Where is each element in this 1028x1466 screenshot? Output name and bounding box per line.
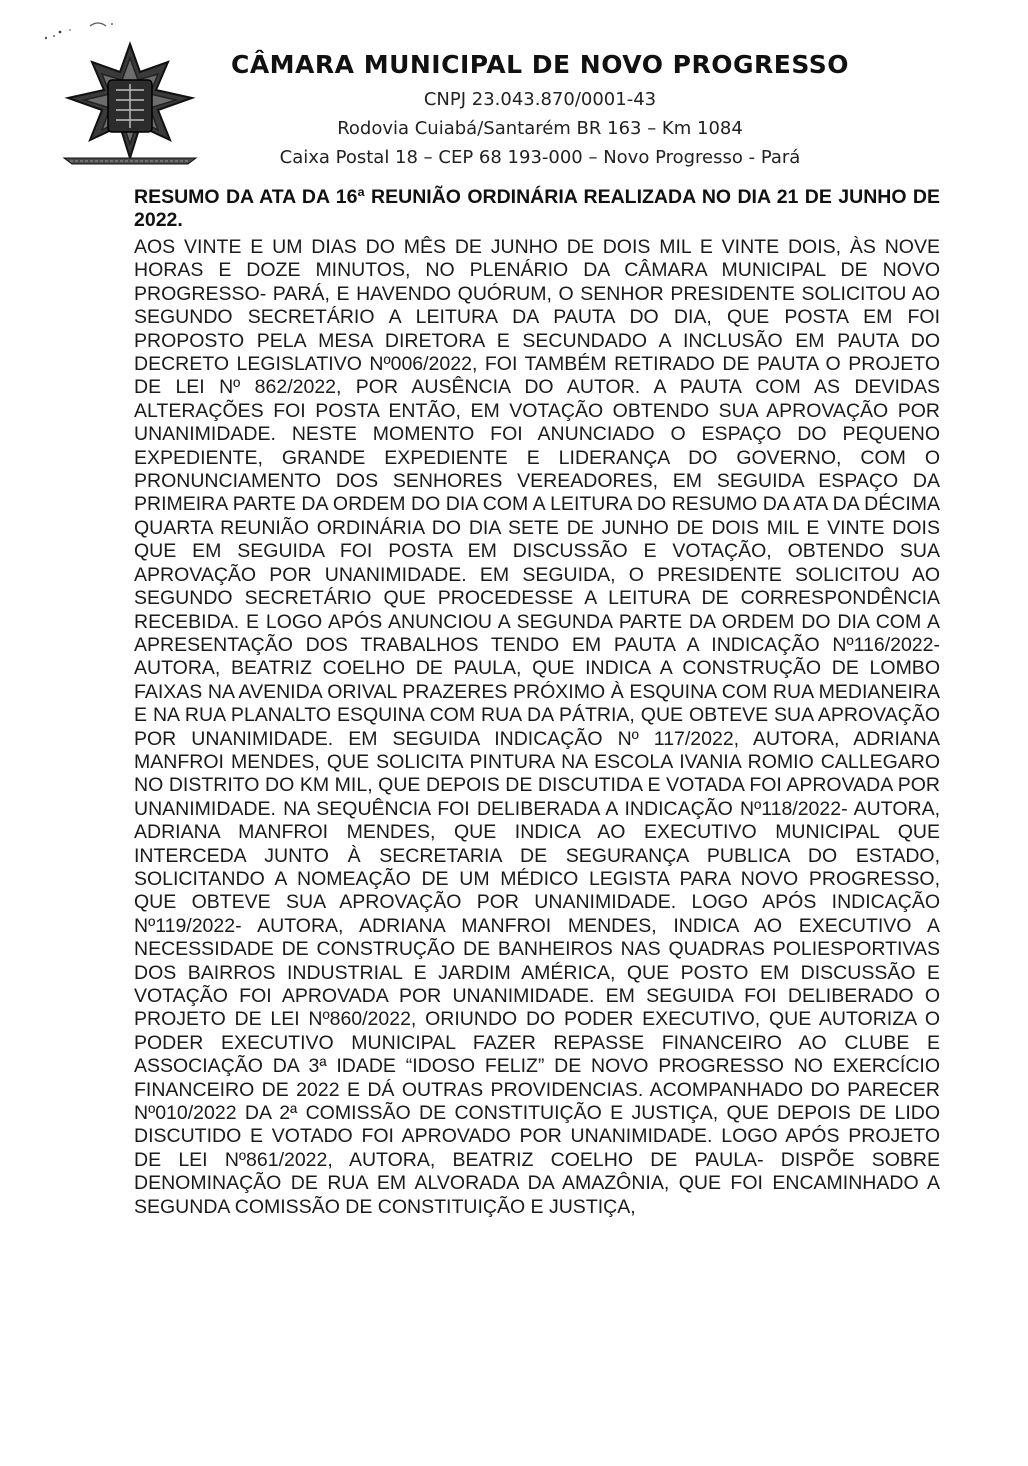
address-line: Rodovia Cuiabá/Santarém BR 163 – Km 1084 — [337, 118, 743, 139]
document-title: RESUMO DA ATA DA 16ª REUNIÃO ORDINÁRIA REALIZADA NO DIA 21 DE JUNHO DE 2022. — [134, 186, 940, 231]
postal-line: Caixa Postal 18 – CEP 68 193-000 – Novo Progresso - Pará — [279, 147, 801, 168]
organization-name: CÂMARA MUNICIPAL DE NOVO PROGRESSO — [230, 50, 849, 79]
cnpj-line: CNPJ 23.043.870/0001-43 — [423, 89, 657, 110]
letterhead — [200, 50, 880, 176]
municipal-crest-icon — [60, 40, 200, 170]
document-body: AOS VINTE E UM DIAS DO MÊS DE JUNHO DE DOIS MIL E VINTE DOIS, ÀS NOVE HORAS E DOZE MINUTOS, NO PLENÁRIO DA CÂMARA MUNICIPAL DE NOVO PROGRESSO- PARÁ, E HAVENDO QUÓRUM, O SENHOR PRESIDENTE SOLICITOU AO SEGUNDO SECRETÁRIO A LEITURA DA PAUTA DO DIA, QUE POSTA EM FOI PROPOSTO PELA MESA DIRETORA E SECUNDADO A INCLUSÃO EM PAUTA DO DECRETO LEGISLATIVO Nº006/2022, FOI TAMBÉM RETIRADO DE PAUTA O PROJETO DE LEI Nº 862/2022, POR AUSÊNCIA DO AUTOR. A PAUTA COM AS DEVIDAS ALTERAÇÕES FOI POSTA ENTÃO, EM VOTAÇÃO OBTENDO SUA APROVAÇÃO POR UNANIMIDADE. NESTE MOMENTO FOI ANUNCIADO O ESPAÇO DO PEQUENO EXPEDIENTE, GRANDE EXPEDIENTE E LIDERANÇA DO GOVERNO, COM O PRONUNCIAMENTO DOS SENHORES VEREADORES, EM SEGUIDA ESPAÇO DA PRIMEIRA PARTE DA ORDEM DO DIA COM A LEITURA DO RESUMO DA ATA DA DÉCIMA QUARTA REUNIÃO ORDINÁRIA DO DIA SETE DE JUNHO DE DOIS MIL E VINTE DOIS QUE EM SEGUIDA FOI POSTA EM DISCUSSÃO E VOTAÇÃO, OBTENDO SUA APROVAÇÃO POR UNANIMIDADE. EM SEGUIDA, O PRESIDENTE SOLICITOU AO SEGUNDO SECRETÁRIO QUE PROCEDESSE A LEITURA DE CORRESPONDÊNCIA RECEBIDA. E LOGO APÓS ANUNCIOU A SEGUNDA PARTE DA ORDEM DO DIA COM A APRESENTAÇÃO DOS TRABALHOS TENDO EM PAUTA A INDICAÇÃO Nº116/2022- AUTORA, BEATRIZ COELHO DE PAULA, QUE INDICA A CONSTRUÇÃO DE LOMBO FAIXAS NA AVENIDA ORIVAL PRAZERES PRÓXIMO À ESQUINA COM RUA MEDIANEIRA E NA RUA PLANALTO ESQUINA COM RUA DA PÁTRIA, QUE OBTEVE SUA APROVAÇÃO POR UNANIMIDADE. EM SEGUIDA INDICAÇÃO Nº 117/2022, AUTORA, ADRIANA MANFROI MENDES, QUE SOLICITA PINTURA NA ESCOLA IVANIA ROMIO CALLEGARO NO DISTRITO DO KM MIL, QUE DEPOIS DE DISCUTIDA E VOTADA FOI APROVADA POR UNANIMIDADE. NA SEQUÊNCIA FOI DELIBERADA A INDICAÇÃO Nº118/2022- AUTORA, ADRIANA MANFROI MENDES, QUE INDICA AO EXECUTIVO MUNICIPAL QUE INTERCEDA JUNTO À SECRETARIA DE SEGURANÇA PUBLICA DO ESTADO, SOLICITANDO A NOMEAÇÃO DE UM MÉDICO LEGISTA PARA NOVO PROGRESSO, QUE OBTEVE SUA APROVAÇÃO POR UNANIMIDADE. LOGO APÓS INDICAÇÃO Nº119/2022- AUTORA, ADRIANA MANFROI MENDES, INDICA AO EXECUTIVO A NECESSIDADE DE CONSTRUÇÃO DE BANHEIROS NAS QUADRAS POLIESPORTIVAS DOS BAIRROS INDUSTRIAL E JARDIM AMÉRICA, QUE POSTO EM DISCUSSÃO E VOTAÇÃO FOI APROVADA POR UNANIMIDADE. EM SEGUIDA FOI DELIBERADO O PROJETO DE LEI Nº860/2022, ORIUNDO DO PODER EXECUTIVO, QUE AUTORIZA O PODER EXECUTIVO MUNICIPAL FAZER REPASSE FINANCEIRO AO CLUBE E ASSOCIAÇÃO DA 3ª IDADE “IDOSO FELIZ” DE NOVO PROGRESSO NO EXERCÍCIO FINANCEIRO DE 2022 E DÁ OUTRAS PROVIDENCIAS. ACOMPANHADO DO PARECER Nº010/2022 DA 2ª COMISSÃO DE CONSTITUIÇÃO E JUSTIÇA, QUE DEPOIS DE LIDO DISCUTIDO E VOTADO FOI APROVADO POR UNANIMIDADE. LOGO APÓS PROJETO DE LEI Nº861/2022, AUTORA, BEATRIZ COELHO DE PAULA- DISPÕE SOBRE DENOMINAÇÃO DE RUA EM ALVORADA DA AMAZÔNIA, QUE FOI ENCAMINHADO A SEGUNDA COMISSÃO DE CONSTITUIÇÃO E JUSTIÇA, — [134, 236, 940, 1218]
